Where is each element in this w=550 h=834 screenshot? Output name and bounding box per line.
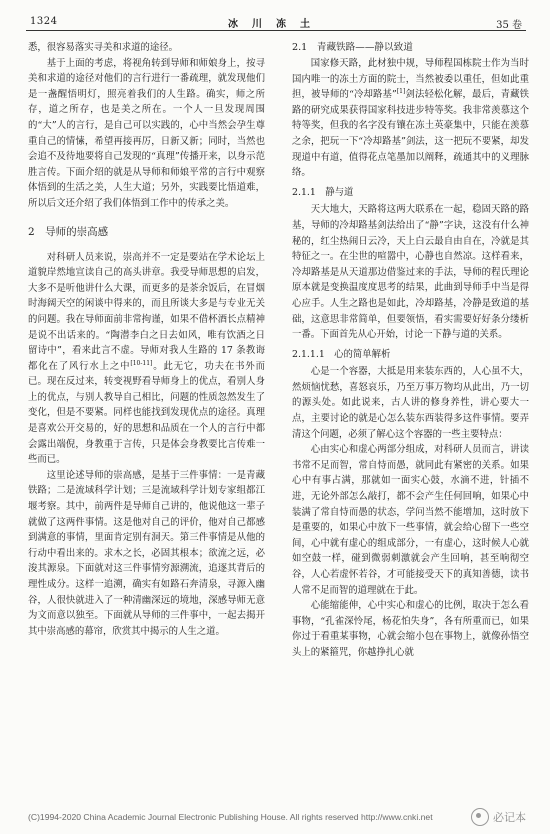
- watermark-logo-icon: [471, 808, 489, 826]
- paragraph: 国家修天路，此材独中规，导师程国栋院士作为当时国内唯一的冻土方面的院士，当然被委以重任，但如此重担，被导师的“冷却路基”[1]剑法轻松化解，最后，青藏铁路的研究成果获得国家科技进步特等奖。我非常羡慕这个特等奖，但我的名字没有镶在冻土英豪集中，只能在羡慕之余，把玩一下“冷却路基”剑法，这一把玩不要紧，却发现道中有道，值得花点笔墨加以阐释，疏通其中的义理脉络。: [292, 58, 529, 179]
- citation-ref[interactable]: [10-11]: [130, 359, 153, 367]
- page-number: 1324: [30, 16, 58, 27]
- subsubsection-heading: 2.1.1.1 心的简单解析: [292, 348, 391, 360]
- paragraph: 心是一个容器，大抵是用来装东西的，人心虽不大，然烦恼忧愁，喜怒哀乐，乃至万事万物均从此出，乃一切的源头处。如此说来，古人讲的修身养性，讲心要大一点，主要讨论的就是心怎么装东西装得多这件事情。要弄清这个问题，必须了解心这个容器的一些主要特点：: [292, 366, 529, 440]
- paragraph: 心能缩能伸，心中实心和虚心的比例，取决于怎么看事物，“孔雀深怜尾，杨花怕失身”，各有所重而已，如果你过于看重某事物，心就会缩小包在事物上，就像孙悟空头上的紧箍咒，你越挣扎心就: [292, 600, 529, 658]
- subsubsection-heading: 2.1.1 静与道: [292, 186, 354, 198]
- running-header: [26, 14, 526, 31]
- citation-ref[interactable]: [1]: [396, 88, 406, 96]
- subsection-heading: 2.1 青藏铁路——静以致道: [292, 42, 413, 53]
- paragraph: 这里论述导师的崇高感，是基于三件事情：一是青藏铁路；二是流域科学计划；三是流域科学计划专家组都江堰考察。其中，前两件是导师自己讲的，他说他这一辈子就做了这两件事情。这是他对自己的评价，他对自己都感到满意的事情，里面肯定别有洞天。第三件事情是从他的行动中看出来的。求木之长，必固其根本；欲流之远，必浚其源泉。下面就对这三件事情穷源溯流，追逐其背后的理性成分。这样一追溯，确实有如路石奔清泉，寻源入幽谷，人很快就进入了一种清幽深远的境地，深感导师无意为文而意以独至。下面就从导师的三件事中，一起去揭开其中崇高感的幕帘，欣赏其中揭示的人生之道。: [28, 469, 265, 637]
- paragraph: 心由实心和虚心两部分组成，对科研人员而言，讲读书常不足而智，常自恃而愚，就同此有紧密的关系。如果心中有事占满，那就如一面实心鼓，水滴不进，针插不进，无论外部怎么敲打，都不会产生任何回响，如果心中装满了常自恃而愚的状态，学问当然不能增加，这时放下是重要的，如果心中放下一些事情，就会给心留下一些空间，心中就有虚心的组成部分，一有虚心，这时候人心就如空鼓一样，碰到微弱刺激就会产生回响，甚至响彻空谷，人心若虚怀若谷，才可能接受天下的真知善德，读书人常不足而智的道理就在于此。: [292, 444, 529, 596]
- copyright-notice: (C)1994-2020 China Academic Journal Electronic Publishing House. All rights reserved http://www.cnki.net: [28, 812, 433, 822]
- paragraph: 基于上面的考虑，将视角转到导师和师娘身上，按寻美和求道的途径对他们的言行进行一番疏理，就发现他们是一盏醒悟明灯，照亮着我们的人生路。确实，师之所存，道之所存，也是美之所在。一个人一旦发现周围的“大”人的言行，是自己可以实践的，心中当然会孕生尊重自己的情愫，希望再接再厉，日新又新；同时，当然也会追不及待地要将自己发现的“真理”传播开来，以身示范胜言传。下面介绍的就是从导师和师娘平常的言行中观察体悟到的生活之美，人生大道；另外，实践要比悟道难，所以后文还介绍了我们体悟到工作中的传承之美。: [28, 57, 265, 209]
- right-column: [292, 40, 529, 661]
- volume-label: 35 卷: [496, 20, 522, 31]
- watermark-text: 必记本: [493, 812, 526, 824]
- journal-title: 冰川冻土: [228, 19, 324, 30]
- left-column: [28, 40, 265, 639]
- watermark: [471, 808, 526, 826]
- paragraph: 对科研人员来说，崇高并不一定是要站在学术论坛上道貌岸然地宣读自己的高头讲章。我受导师思想的启发，大多不是听他讲什么大课，而更多的是茶余饭后，在冒烟时海阔天空的闲谈中得来的，而且所谈大多是与专业无关的问题。我在导师面前非常拘谨，如果不借杯酒长点精神是说不出话来的。“陶潜李白之日去如风，唯有饮酒之日留诗中”，看来此言不虚。导师对我人生路的 17 条教诲都化在了风行水上之中[10-11]。此无它，功夫在书外而已。现在反过来，转变视野看导师身上的优点，看别人身上的优点，与别人教导自己相比，问题的性质忽然发生了变化，但是不要紧。同样也能找到发现优点的途径。真理是喜欢公开交易的，好的思想和品质在一个人的言行中都会露出端倪，身教重于言传，只是体会身教要比言传难一些而已。: [28, 251, 265, 466]
- paragraph: 天大地大，天路将这两大联系在一起，稳固天路的路基，导师的冷却路基剑法给出了“静”字诀，这没有什么神秘的，红尘热闹日云冷，天上白云最自由自在，冷就是其特征之一。在尘世的喧嚣中，心静也自然凉。这样看来，冷却路基是从天道那边借鉴过来的手法，导师的程氏理论原本就是变换温度度思考的结果，此曲到导师手中当是得心应手。人生之路也是如此，冷却路基，冷静是致道的基础，这意思非常简单，但要领悟，看实需要好好条分缕析一番。下面首先从心开始，讨论一下静与道的关系。: [292, 204, 529, 341]
- section-heading: 2 导师的崇高感: [28, 225, 109, 238]
- paragraph: 悉，很容易落实寻美和求道的途径。: [28, 42, 179, 53]
